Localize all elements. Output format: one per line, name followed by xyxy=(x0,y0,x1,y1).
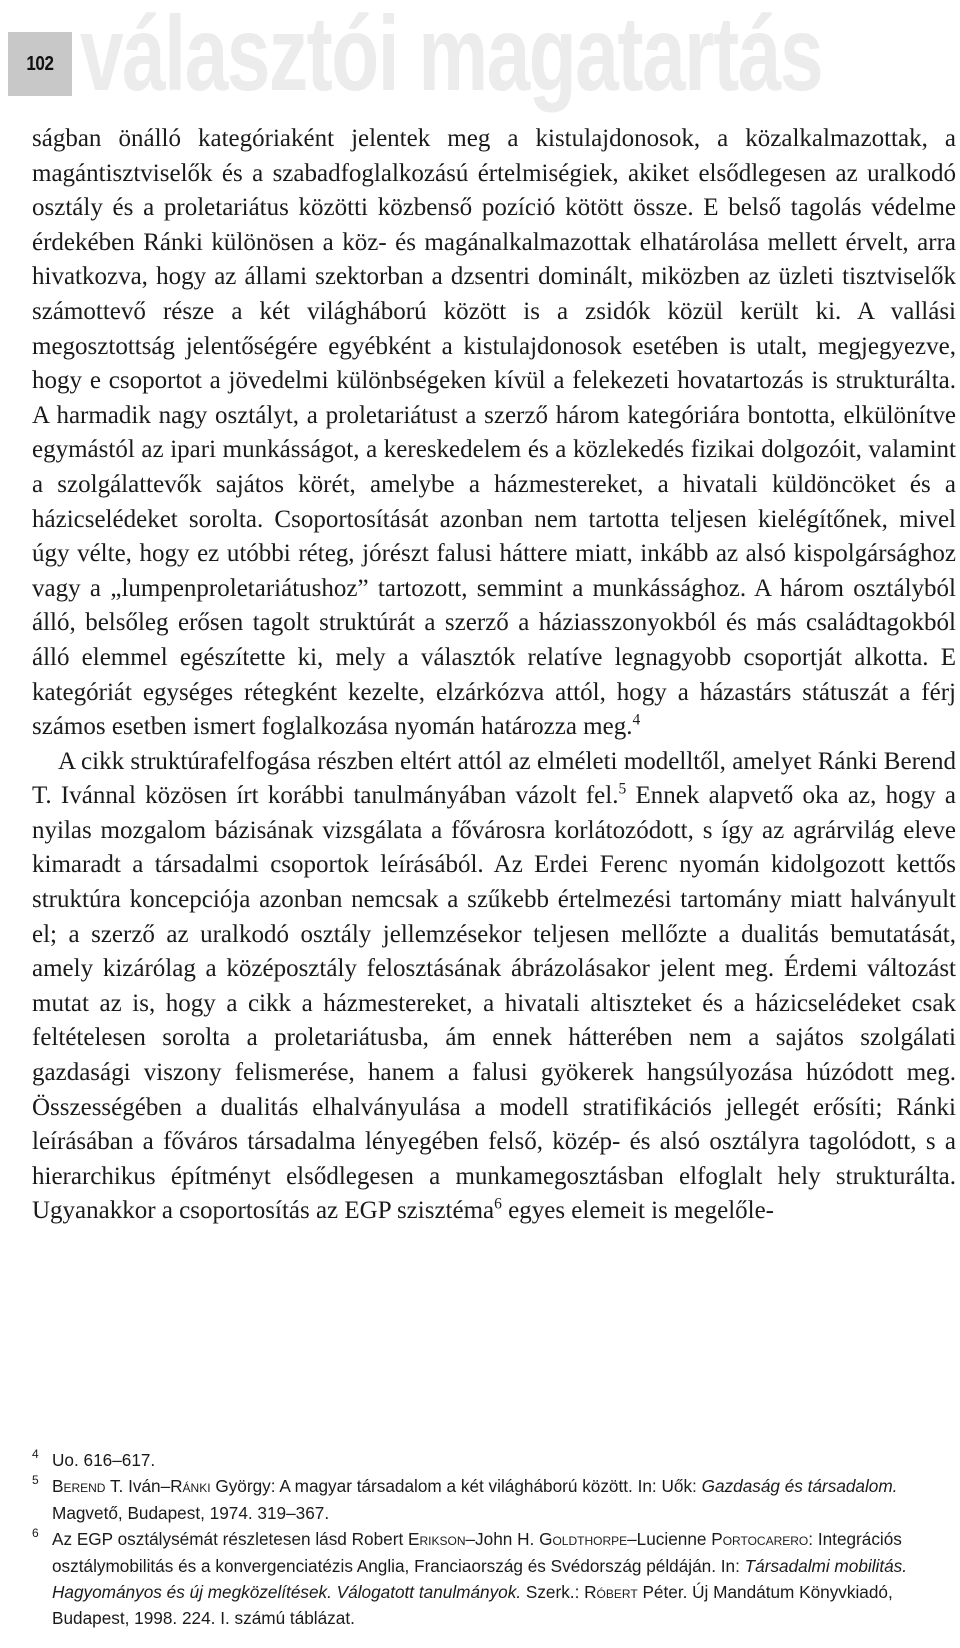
footnote-6-text-2: –John H. xyxy=(465,1529,540,1550)
footnotes xyxy=(32,1447,956,1632)
footnote-6-author-4: Róbert xyxy=(584,1582,638,1603)
footnote-6-number: 6 xyxy=(32,1526,39,1541)
footnote-6-book-title: Társadalmi mobilitás. Hagyományos és új megközelítések. Válogatott tanulmányok. xyxy=(52,1555,908,1603)
paragraph-1 xyxy=(32,122,956,745)
footnote-6-text-4: : Integrációs osztálymobilitás és a konvergenciatézis Anglia, Franciaország és Svédország példáján. In: xyxy=(52,1529,902,1576)
footnote-6-text-3: –Lucienne xyxy=(627,1529,712,1550)
footnote-4 xyxy=(32,1447,956,1473)
footnote-6-text-5: Szerk.: xyxy=(521,1582,585,1603)
footnote-5-text-2: György: A magyar társadalom a két világháború között. In: Uők: xyxy=(210,1476,702,1497)
footnote-5-author-2: Ránki xyxy=(170,1476,211,1497)
footnote-6-text-6: Péter. Új Mandátum Könyvkiadó, Budapest, 1998. 224. I. számú táblázat. xyxy=(52,1582,893,1629)
paragraph-2-text-a: A cikk struktúrafelfogása részben eltért attól az elméleti modelltől, amelyet Ránki Berend T. Ivánnal közösen írt korábbi tanulmányában vázolt fel. xyxy=(32,747,956,810)
paragraph-1-text: ságban önálló kategóriaként jelentek meg a kistulajdonosok, a közalkalmazottak, a magántisztviselők és a szabadfoglalkozású értelmiségiek, akiket elsődlegesen az uralkodó osztály és a proletariátus közötti közbenső pozíció kötött össze. E belső tagolás védelme érdekében Ránki különösen a köz- és magánalkalmazottak elhatárolása mellett érvelt, arra hivatkozva, hogy az állami szektorban a dzsentri dominált, miközben az üzleti tisztviselők számottevő része a két világháború között is a zsidók közül került ki. A vallási megosztottság jelentőségére egyébként a kistulajdonosok esetében is utalt, megjegyezve, hogy e csoportot a jövedelmi különbségeken kívül a felekezeti hovatartozás is strukturálta. A harmadik nagy osztályt, a proletariátust a szerző három kategóriára bontotta, elkülönítve egymástól az ipari munkásságot, a kereskedelem és a közlekedés fizikai dolgozóit, valamint a szolgálattevők sajátos körét, amelybe a házmestereket, a hivatali küldöncöket és a házicselédeket sorolta. Csoportosítását azonban nem tartotta teljesen kielégítőnek, mivel úgy vélte, hogy ez utóbbi réteg, jórészt falusi háttere miatt, inkább az alsó kispolgársághoz vagy a „lumpenproletariátushoz” tartozott, semmint a munkássághoz. A három osztályból álló, belsőleg erősen tagolt struktúrát a szerző a háziasszonyokból és más családtagokból álló elemmel egészítette ki, mely a választók relatíve legnagyobb csoportját alkotta. E kategóriát egységes rétegként kezelte, elzárkózva attól, hogy a házastárs státuszát a férj számos esetben ismert foglalkozása nyomán határozza meg. xyxy=(32,125,956,741)
paragraph-2 xyxy=(32,745,956,1229)
footnote-5 xyxy=(32,1473,956,1526)
footnote-5-journal: Gazdaság és társadalom. xyxy=(701,1476,898,1497)
page-number-box xyxy=(8,32,72,96)
footnote-4-number: 4 xyxy=(32,1447,39,1461)
paragraph-2-text-c: egyes elemeit is megelőle- xyxy=(501,1197,775,1225)
footnote-6-text-1: Az EGP osztálysémát részletesen lásd Robert xyxy=(52,1529,409,1550)
footnote-6 xyxy=(32,1526,956,1632)
footnote-4-text: Uo. 616–617. xyxy=(52,1450,156,1470)
footnote-5-author-1: Berend xyxy=(52,1476,106,1497)
page-header xyxy=(0,0,960,113)
footnote-6-author-3: Portocarero xyxy=(711,1529,809,1550)
body-text xyxy=(32,122,956,1229)
footnote-ref-5[interactable]: 5 xyxy=(618,780,627,798)
paragraph-2-text-b: Ennek alapvető oka az, hogy a nyilas mozgalom bázisának vizsgálata a fővárosra korlátozódott, s így az agrárvilág eleve kimaradt a társadalmi csoportok leírásából. Az Erdei Ferenc nyomán kidolgozott kettős struktúra koncepciója azonban nemcsak a szűkebb értelmezési tartomány miatt halványult el; a szerző az uralkodó osztály jellemzésekor teljesen mellőzte a dualitás bemutatását, amely kizárólag a középosztály felosztásának ábrázolásakor jelent meg. Érdemi változást mutat az is, hogy a cikk a házmestereket, a hivatali altiszteket és a házicselédeket csak feltételesen sorolta a proletariátusba, ám ennek hátterében nem a sajátos szolgálati gazdasági viszony felismerése, hanem a falusi gyökerek hangsúlyozása húzódott meg. Összességében a dualitás elhalványulása a modell stratifikációs jellegét erősíti; Ránki leírásában a főváros társadalma lényegében felső, közép- és alsó osztályra tagolódott, s a hierarchikus építményt elsődlegesen a munkamegosztásban elfoglalt hely strukturálta. Ugyanakkor a csoportosítás az EGP szisztéma xyxy=(32,782,957,1225)
footnote-6-author-2: Goldthorpe xyxy=(539,1529,628,1550)
footnote-5-text-3: Magvető, Budapest, 1974. 319–367. xyxy=(52,1502,330,1523)
running-head: választói magatartás xyxy=(80,0,823,113)
footnote-ref-4[interactable]: 4 xyxy=(632,711,641,729)
page-number: 102 xyxy=(26,52,54,75)
footnote-ref-6[interactable]: 6 xyxy=(494,1196,502,1214)
footnote-5-number: 5 xyxy=(32,1473,39,1488)
footnote-6-author-1: Erikson xyxy=(408,1529,466,1550)
footnote-5-text-1: T. Iván– xyxy=(105,1476,171,1497)
